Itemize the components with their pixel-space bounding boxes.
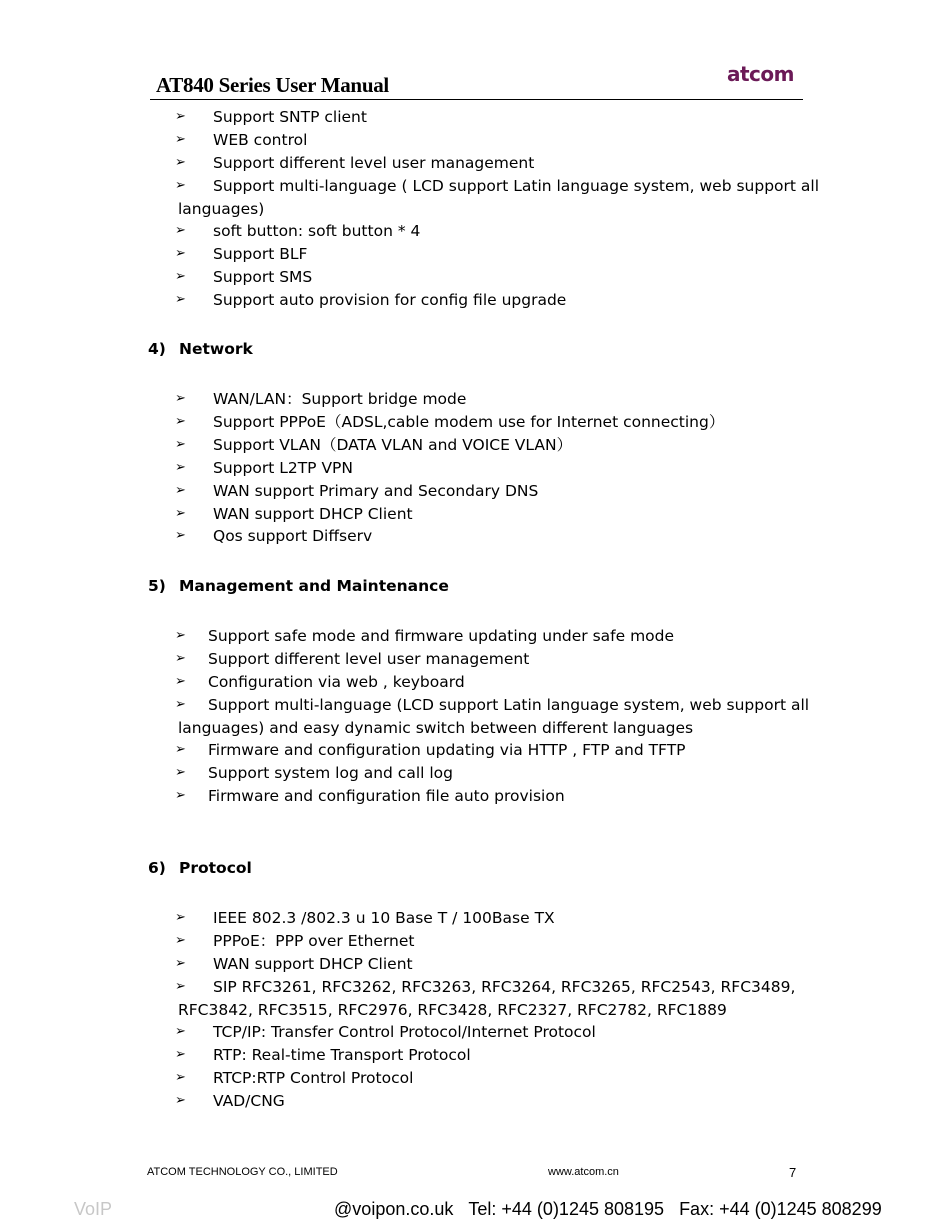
bullet-arrow-icon: ➢ [175,391,186,406]
bullet-arrow-icon: ➢ [175,109,186,124]
bullet-arrow-icon: ➢ [175,697,186,712]
contact-fax: Fax: +44 (0)1245 808299 [679,1199,882,1219]
bullet-arrow-icon: ➢ [175,483,186,498]
section-heading-management [148,576,449,596]
bullet-arrow-icon: ➢ [175,628,186,643]
section-heading-network [148,339,253,359]
bullet-arrow-icon: ➢ [175,1024,186,1039]
list-item: WAN support DHCP Client [213,955,413,973]
list-item: SIP RFC3261, RFC3262, RFC3263, RFC3264, RFC3265, RFC2543, RFC3489, [213,978,796,996]
list-item-continuation: languages) and easy dynamic switch between different languages [178,719,694,737]
bullet-arrow-icon: ➢ [175,910,186,925]
footer-website: www.atcom.cn [548,1166,619,1178]
list-item: Support system log and call log [208,764,453,782]
bullet-arrow-icon: ➢ [175,956,186,971]
section-title: Protocol [179,859,252,877]
bullet-arrow-icon: ➢ [175,178,186,193]
list-item: RTCP:RTP Control Protocol [213,1069,414,1087]
list-item: Support multi-language ( LCD support Latin language system, web support all [213,177,820,195]
bullet-arrow-icon: ➢ [175,437,186,452]
bullet-arrow-icon: ➢ [175,1093,186,1108]
list-item: soft button: soft button * 4 [213,222,421,240]
list-item: Support auto provision for config file upgrade [213,291,567,309]
page-number: 7 [789,1165,797,1180]
bullet-arrow-icon: ➢ [175,1070,186,1085]
list-item: RTP: Real-time Transport Protocol [213,1046,471,1064]
list-item: Support multi-language (LCD support Latin language system, web support all [208,696,810,714]
bullet-arrow-icon: ➢ [175,674,186,689]
header-divider [150,99,803,100]
bullet-arrow-icon: ➢ [175,528,186,543]
bullet-arrow-icon: ➢ [175,742,186,757]
list-item: Support BLF [213,245,308,263]
section-heading-protocol [148,858,252,878]
contact-email: @voipon.co.uk [334,1199,454,1219]
atcom-logo: atcom [727,62,794,86]
contact-tel: Tel: +44 (0)1245 808195 [468,1199,665,1219]
bullet-arrow-icon: ➢ [175,460,186,475]
list-item: Support SNTP client [213,108,367,126]
list-item: Support different level user management [213,154,535,172]
bullet-arrow-icon: ➢ [175,246,186,261]
list-item: Configuration via web , keyboard [208,673,465,691]
contact-bar [74,1199,882,1220]
bullet-arrow-icon: ➢ [175,292,186,307]
list-item: Qos support Diffserv [213,527,373,545]
bullet-arrow-icon: ➢ [175,132,186,147]
list-item: WEB control [213,131,308,149]
section-title: Management and Maintenance [179,577,449,595]
bullet-arrow-icon: ➢ [175,223,186,238]
bullet-arrow-icon: ➢ [175,933,186,948]
list-item: Firmware and configuration updating via HTTP , FTP and TFTP [208,741,686,759]
list-item: WAN support DHCP Client [213,505,413,523]
list-item-continuation: languages) [178,200,265,218]
section-title: Network [179,340,253,358]
list-item: TCP/IP: Transfer Control Protocol/Internet Protocol [213,1023,596,1041]
bullet-arrow-icon: ➢ [175,765,186,780]
bullet-arrow-icon: ➢ [175,1047,186,1062]
section-number: 6) [148,859,166,877]
list-item: Support different level user management [208,650,530,668]
bullet-arrow-icon: ➢ [175,979,186,994]
list-item: Support SMS [213,268,313,286]
contact-faded-prefix: VoIP [74,1199,113,1219]
section-number: 4) [148,340,166,358]
list-item: WAN/LAN：Support bridge mode [213,390,467,408]
bullet-arrow-icon: ➢ [175,269,186,284]
list-item: Support PPPoE（ADSL,cable modem use for Internet connecting） [213,413,725,431]
document-title: AT840 Series User Manual [156,73,389,97]
list-item: VAD/CNG [213,1092,285,1110]
bullet-arrow-icon: ➢ [175,651,186,666]
list-item: Support safe mode and firmware updating under safe mode [208,627,675,645]
list-item-continuation: RFC3842, RFC3515, RFC2976, RFC3428, RFC2327, RFC2782, RFC1889 [178,1001,727,1019]
list-item: Support L2TP VPN [213,459,353,477]
bullet-arrow-icon: ➢ [175,506,186,521]
list-item: WAN support Primary and Secondary DNS [213,482,539,500]
list-item: PPPoE：PPP over Ethernet [213,932,415,950]
bullet-arrow-icon: ➢ [175,155,186,170]
list-item: Firmware and configuration file auto provision [208,787,565,805]
section-number: 5) [148,577,166,595]
footer-company-name: ATCOM TECHNOLOGY CO., LIMITED [147,1166,338,1178]
bullet-arrow-icon: ➢ [175,414,186,429]
list-item: IEEE 802.3 /802.3 u 10 Base T / 100Base TX [213,909,555,927]
list-item: Support VLAN（DATA VLAN and VOICE VLAN） [213,436,573,454]
bullet-arrow-icon: ➢ [175,788,186,803]
